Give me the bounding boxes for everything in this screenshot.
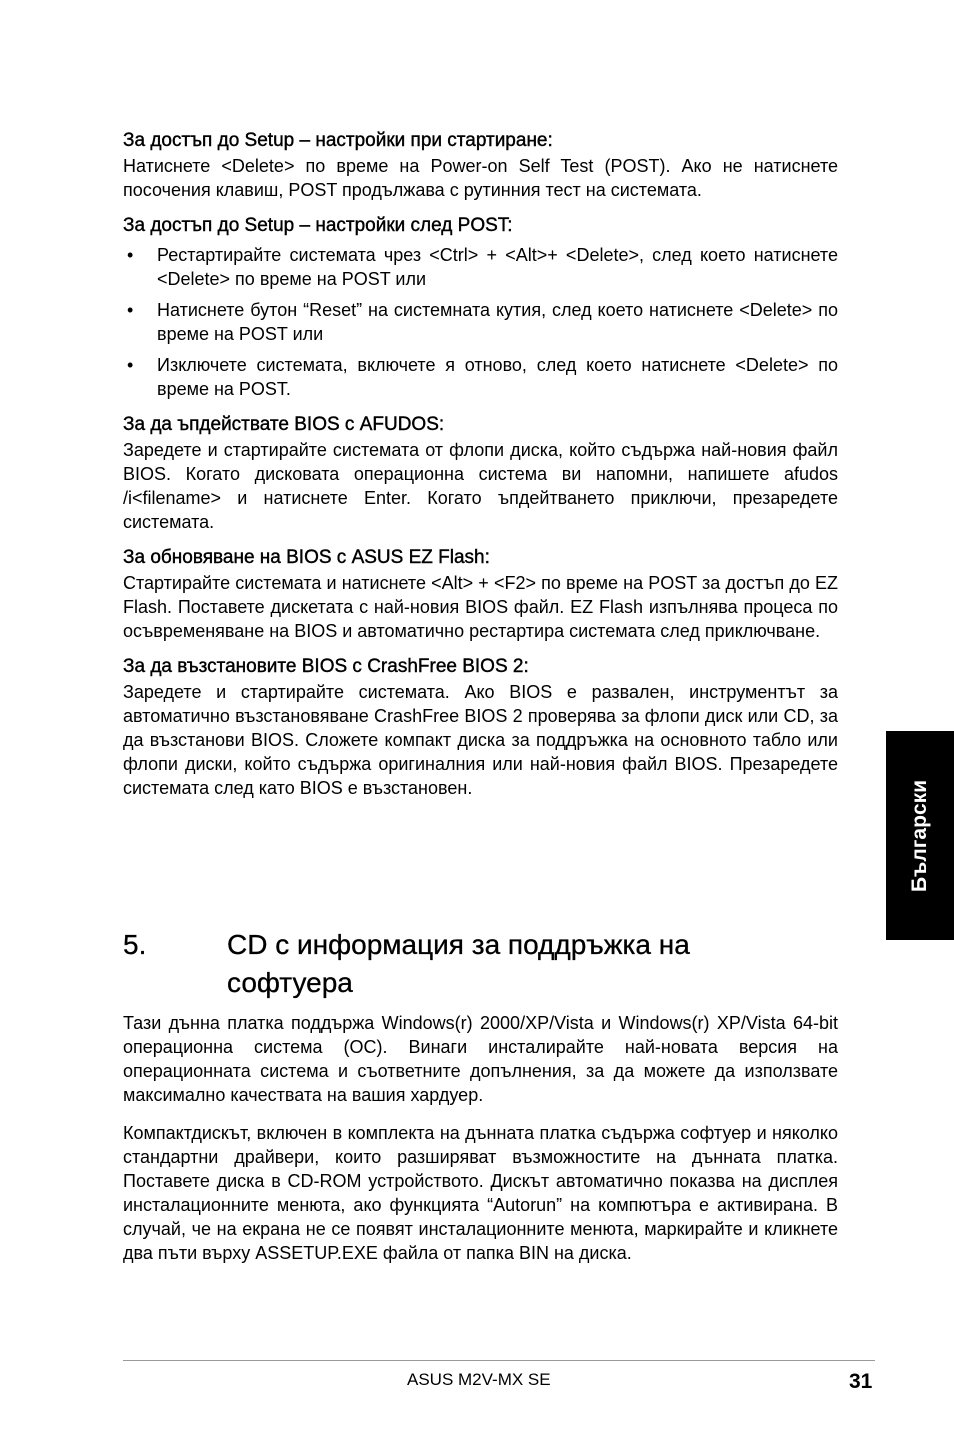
section-heading: За достъп до Setup – настройки след POST:	[123, 215, 513, 236]
list-item-text: Рестартирайте системата чрез <Ctrl> + <Alt>+ <Delete>, след което натиснете <Delete> по време на POST или	[157, 245, 838, 289]
section-afudos	[123, 412, 838, 534]
language-label: Български	[908, 779, 931, 892]
bullet-marker: •	[127, 245, 134, 265]
list-item-text: Натиснете бутон “Reset” на системната кутия, след което натиснете <Delete> по време на POST или	[157, 300, 838, 344]
section-paragraph: Стартирайте системата и натиснете <Alt> + <F2> по време на POST за достъп до EZ Flash. Поставете дискетата с най-новия BIOS файл. EZ Flash изпълнява процеса по осъвременяване на BIOS и автоматично рестартира системата след приключване.	[123, 573, 838, 641]
bullet-marker: •	[127, 300, 134, 320]
chapter-title-text: CD с информация за поддръжка на софтуера	[227, 929, 690, 998]
list-item-text: Изключете системата, включете я отново, след което натиснете <Delete> по време на POST.	[157, 355, 838, 399]
section-heading: За да възстановите BIOS с CrashFree BIOS 2:	[123, 656, 529, 677]
section-paragraph: Заредете и стартирайте системата. Ако BIOS е развален, инструментът за автоматично възстановяване CrashFree BIOS 2 проверява за флопи диск или CD, за да възстанови BIOS. Сложете компакт диска за поддръжка на основното табло или флопи диски, който съдържа оригиналния или най-новия файл BIOS. Презаредете системата след като BIOS е възстановен.	[123, 682, 838, 798]
chapter-paragraph: Тази дънна платка поддържа Windows(r) 2000/XP/Vista и Windows(r) XP/Vista 64-bit операционна система (ОС). Винаги инсталирайте най-новата версия на операционната система и съответните допълнения, за да можете да използвате максимално качествата на вашия хардуер.	[123, 1013, 838, 1105]
section-setup-after-post	[123, 213, 838, 401]
section-paragraph: Заредете и стартирайте системата от флопи диска, който съдържа най-новия файл BIOS. Когато дисковата операционна система ви напомни, напишете afudos /i<filename> и натиснете Enter. Когато ъпдейтването приключи, презаредете системата.	[123, 440, 838, 532]
section-heading: За да ъпдействате BIOS с AFUDOS:	[123, 414, 445, 435]
footer-model: ASUS M2V-MX SE	[407, 1370, 551, 1389]
chapter-number: 5.	[123, 929, 147, 960]
section-heading: За обновяване на BIOS с ASUS EZ Flash:	[123, 547, 490, 568]
bullet-list	[123, 243, 838, 401]
footer-divider	[123, 1360, 875, 1361]
section-ez-flash	[123, 545, 838, 643]
chapter-body	[123, 1011, 838, 1265]
list-item	[123, 298, 838, 346]
bullet-marker: •	[127, 355, 134, 375]
list-item	[123, 243, 838, 291]
section-paragraph: Натиснете <Delete> по време на Power-on Self Test (POST). Ако не натиснете посочения клавиш, POST продължава с рутинния тест на системата.	[123, 156, 838, 200]
page-number: 31	[849, 1370, 873, 1393]
section-setup-at-boot	[123, 128, 838, 202]
list-item	[123, 353, 838, 401]
language-side-tab	[886, 731, 954, 940]
bios-instructions	[123, 128, 838, 811]
chapter-paragraph: Компактдискът, включен в комплекта на дънната платка съдържа софтуер и няколко стандартни драйвери, които разширяват възможностите на дънната платка. Поставете диска в CD-ROM устройството. Дискът автоматично показва на дисплея инсталационните менюта, ако функцията “Autorun” на компютъра е активирана. В случай, че на екрана не се появят инсталационните менюта, маркирайте и кликнете два пъти върху ASSETUP.EXE файла от папка BIN на диска.	[123, 1123, 838, 1263]
section-crashfree	[123, 654, 838, 800]
section-heading: За достъп до Setup – настройки при стартиране:	[123, 130, 553, 151]
